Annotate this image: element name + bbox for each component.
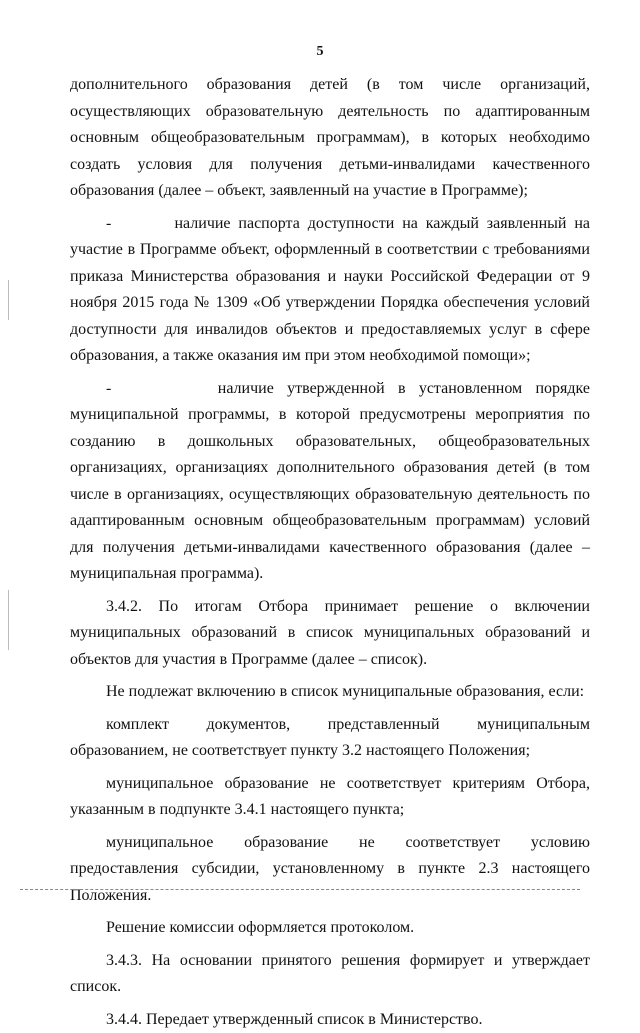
list-item: - наличие паспорта доступности на каждый заявленный на участие в Программе объект, оформленный в соответствии с требованиями приказа Министерства образования и науки Российской Федерации от 9 ноября 2015 года № 1309 «Об утверждении Порядка обеспечения условий доступности для инвалидов объектов и предоставляемых услуг в сфере образования, а также оказания им при этом необходимой помощи»; xyxy=(70,211,590,370)
list-item: - наличие утвержденной в установленном порядке муниципальной программы, в которой предусмотрены мероприятия по созданию в дошкольных образовательных, общеобразовательных организациях, организациях дополнительного образования детей (в том числе в организациях, осуществляющих образовательную деятельность по адаптированным основным общеобразовательным программам) условий для получения детьми-инвалидами качественного образования (далее – муниципальная программа). xyxy=(70,376,590,588)
paragraph: 3.4.3. На основании принятого решения формирует и утверждает список. xyxy=(70,948,590,1001)
paragraph: Решение комиссии оформляется протоколом. xyxy=(70,915,590,942)
paragraph: Не подлежат включению в список муниципальные образования, если: xyxy=(70,679,590,706)
paragraph: комплект документов, представленный муниципальным образованием, не соответствует пункту 3.2 настоящего Положения; xyxy=(70,712,590,765)
page-number: 5 xyxy=(0,44,640,60)
paragraph: муниципальное образование не соответствует условию предоставления субсидии, установленному в пункте 2.3 настоящего Положения. xyxy=(70,830,590,910)
paragraph: дополнительного образования детей (в том числе организаций, осуществляющих образовательную деятельность по адаптированным основным общеобразовательным программам), в которых необходимо создать условия для получения детьми-инвалидами качественного образования (далее – объект, заявленный на участие в Программе); xyxy=(70,72,590,205)
paragraph: 3.4.4. Передает утвержденный список в Министерство. xyxy=(70,1007,590,1033)
scan-artifact xyxy=(8,590,9,650)
paragraph: муниципальное образование не соответствует критериям Отбора, указанным в подпункте 3.4.1 настоящего пункта; xyxy=(70,771,590,824)
paragraph: 3.4.2. По итогам Отбора принимает решение о включении муниципальных образований в список муниципальных образований и объектов для участия в Программе (далее – список). xyxy=(70,594,590,674)
scan-artifact xyxy=(8,280,9,320)
scan-edge xyxy=(20,889,580,890)
